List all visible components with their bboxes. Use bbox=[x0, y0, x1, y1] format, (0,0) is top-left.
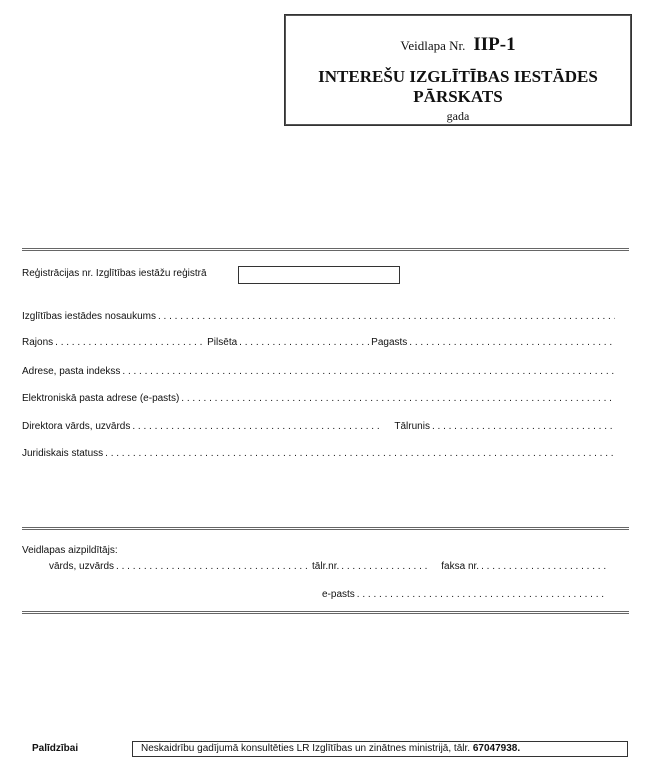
director-label: Direktora vārds, uzvārds bbox=[22, 421, 131, 432]
city-field[interactable] bbox=[239, 337, 369, 348]
help-phone: 67047938. bbox=[472, 743, 521, 754]
institution-name-label: Izglītības iestādes nosaukums bbox=[22, 311, 156, 322]
filler-email-label: e-pasts bbox=[322, 589, 355, 600]
filler-name-label: vārds, uzvārds bbox=[49, 561, 115, 572]
form-code: IIP-1 bbox=[473, 34, 516, 55]
filler-fax-field[interactable] bbox=[481, 561, 607, 572]
filler-section-row bbox=[22, 545, 622, 556]
address-field[interactable] bbox=[122, 366, 615, 377]
report-title bbox=[285, 67, 631, 107]
city-label: Pilsēta bbox=[207, 337, 238, 348]
filler-section-label: Veidlapas aizpildītājs: bbox=[22, 545, 118, 556]
legal-status-label: Juridiskais statuss bbox=[22, 448, 104, 459]
legal-status-row[interactable] bbox=[22, 448, 617, 459]
registration-row bbox=[22, 268, 242, 279]
parish-field[interactable] bbox=[409, 337, 615, 348]
registration-label: Reģistrācijas nr. Izglītības iestāžu reģistrā bbox=[22, 268, 207, 279]
year-label: gada bbox=[446, 109, 470, 123]
filler-contact-row bbox=[49, 561, 609, 572]
filler-fax-label: faksa nr. bbox=[441, 561, 480, 572]
filler-name-field[interactable] bbox=[116, 561, 310, 572]
phone-field[interactable] bbox=[432, 421, 615, 432]
section-divider-bottom bbox=[22, 611, 629, 614]
help-box bbox=[132, 741, 628, 757]
filler-email-field[interactable] bbox=[357, 589, 606, 600]
parish-label: Pagasts bbox=[371, 337, 408, 348]
email-row[interactable] bbox=[22, 393, 617, 404]
email-field[interactable] bbox=[181, 393, 615, 404]
form-header-box bbox=[284, 14, 632, 126]
report-title-line-1: INTEREŠU IZGLĪTĪBAS IESTĀDES bbox=[318, 67, 598, 86]
director-field[interactable] bbox=[132, 421, 382, 432]
form-number-label: Veidlapa Nr. bbox=[400, 38, 466, 53]
report-title-line-2: PĀRSKATS bbox=[413, 87, 503, 106]
location-row bbox=[22, 337, 617, 348]
section-divider-top bbox=[22, 248, 629, 251]
institution-name-row[interactable] bbox=[22, 311, 617, 322]
section-divider-middle bbox=[22, 527, 629, 530]
institution-name-field[interactable] bbox=[158, 311, 615, 322]
director-row bbox=[22, 421, 617, 432]
filler-phone-label: tālr.nr. bbox=[312, 561, 340, 572]
district-label: Rajons bbox=[22, 337, 54, 348]
legal-status-field[interactable] bbox=[105, 448, 615, 459]
filler-phone-field[interactable] bbox=[341, 561, 431, 572]
email-label: Elektroniskā pasta adrese (e-pasts) bbox=[22, 393, 180, 404]
address-label: Adrese, pasta indekss bbox=[22, 366, 121, 377]
filler-email-row bbox=[322, 589, 608, 600]
help-label: Palīdzībai bbox=[32, 743, 79, 754]
registration-number-field[interactable] bbox=[238, 266, 400, 284]
help-text: Neskaidrību gadījumā konsultēties LR Izglītības un zinātnes ministrijā, tālr. bbox=[141, 743, 471, 754]
address-row[interactable] bbox=[22, 366, 617, 377]
form-number-line bbox=[285, 34, 631, 56]
phone-label: Tālrunis bbox=[394, 421, 430, 432]
district-field[interactable] bbox=[55, 337, 205, 348]
